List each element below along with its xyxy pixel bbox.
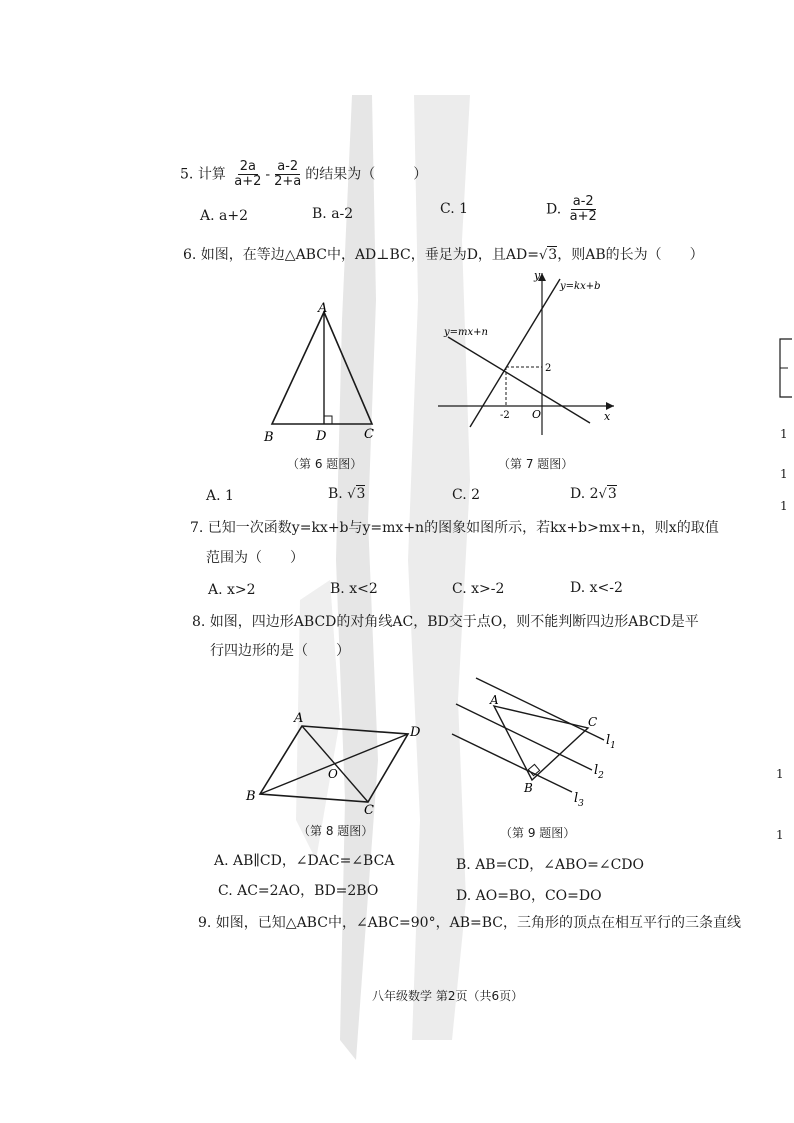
label-y-axis: y — [534, 269, 541, 282]
q6-option-b[interactable]: B. √3 — [328, 486, 366, 502]
label-D: D — [410, 725, 421, 740]
label-x-axis: x — [604, 410, 611, 423]
question-8-line-1: 8. 如图，四边形ABCD的对角线AC，BD交于点O，则不能判断四边形ABCD是平 — [192, 614, 699, 630]
option-fraction — [568, 195, 599, 224]
close-paren: ） — [413, 166, 428, 183]
q6-option-a[interactable]: A. 1 — [206, 488, 234, 504]
q8-option-a[interactable]: A. AB∥CD，∠DAC=∠BCA — [214, 853, 395, 869]
label-A: A — [318, 301, 328, 316]
question-prefix: 计算 — [197, 166, 226, 183]
margin-mark: 1 — [780, 499, 788, 513]
fraction-denominator: 2+a — [274, 174, 302, 189]
fraction-2 — [272, 160, 303, 189]
label-l1: $l_1$ — [606, 733, 616, 751]
label-C: C — [364, 427, 374, 442]
question-text: 6. 如图，在等边△ABC中，AD⊥BC，垂足为D，且AD= — [183, 247, 539, 263]
label-x-tick: -2 — [500, 410, 510, 421]
label-y-tick: 2 — [545, 363, 552, 374]
sqrt-value: 3 — [607, 486, 617, 502]
label-l3: $l_3$ — [574, 791, 584, 809]
label-A: A — [490, 693, 499, 707]
q5-option-a[interactable]: A. a+2 — [200, 208, 248, 224]
label-origin: O — [532, 408, 542, 421]
fraction-1 — [232, 160, 263, 189]
figure-9-caption: （第 9 题图） — [500, 826, 576, 840]
question-7-line-2: 范围为（ ） — [206, 550, 304, 566]
option-label: B. — [328, 486, 348, 502]
label-l2: $l_2$ — [594, 763, 604, 781]
label-B: B — [246, 789, 256, 804]
question-text-end: ，则AB的长为（ ） — [557, 247, 704, 263]
q5-option-d[interactable] — [546, 195, 601, 224]
margin-mark: 1 — [776, 767, 784, 781]
q6-option-c[interactable]: C. 2 — [452, 487, 481, 503]
margin-mark: 1 — [780, 467, 788, 481]
label-D: D — [316, 429, 327, 444]
option-label: D. — [546, 201, 562, 218]
label-C: C — [364, 803, 374, 818]
label-B: B — [524, 781, 533, 795]
q7-option-d[interactable]: D. x<-2 — [570, 580, 623, 596]
adjacent-page-bracket — [774, 335, 794, 405]
fraction-numerator: 2a — [239, 159, 256, 174]
q7-option-a[interactable]: A. x>2 — [208, 582, 256, 598]
q8-option-c[interactable]: C. AC=2AO，BD=2BO — [218, 883, 379, 899]
sqrt-value: 3 — [548, 247, 558, 263]
label-C: C — [588, 715, 598, 729]
label-O: O — [328, 767, 338, 781]
figure-7-caption: （第 7 题图） — [498, 457, 574, 471]
margin-mark: 1 — [780, 427, 788, 441]
q8-option-b[interactable]: B. AB=CD，∠ABO=∠CDO — [456, 857, 644, 873]
q5-option-c[interactable]: C. 1 — [440, 201, 469, 217]
fraction-numerator: a-2 — [572, 194, 594, 209]
question-number: 5. — [180, 166, 194, 183]
fraction-denominator: a+2 — [234, 174, 262, 189]
label-line-mx-n: y=mx+n — [444, 327, 488, 338]
margin-mark: 1 — [776, 828, 784, 842]
question-suffix: 的结果为（ — [305, 166, 376, 183]
page-footer: 八年级数学 第2页（共6页） — [372, 989, 524, 1003]
question-9-line-1: 9. 如图，已知△ABC中，∠ABC=90°，AB=BC，三角形的顶点在相互平行的三条直线 — [198, 915, 741, 931]
figure-9-parallel-lines — [446, 668, 636, 813]
figure-6-triangle — [258, 300, 418, 450]
q5-option-b[interactable]: B. a-2 — [312, 206, 354, 222]
figure-7-graph — [430, 265, 630, 445]
minus-sign: - — [265, 166, 271, 183]
option-label: D. 2 — [570, 486, 599, 502]
label-A: A — [294, 711, 304, 726]
figure-8-quadrilateral — [242, 706, 432, 826]
question-5 — [180, 160, 427, 189]
figure-6-caption: （第 6 题图） — [287, 457, 363, 471]
q7-option-b[interactable]: B. x<2 — [330, 581, 378, 597]
question-8-line-2: 行四边形的是（ ） — [210, 643, 350, 659]
question-7-line-1: 7. 已知一次函数y=kx+b与y=mx+n的图象如图所示，若kx+b>mx+n，则x的取值 — [190, 520, 719, 536]
fraction-denominator: a+2 — [569, 209, 597, 224]
label-B: B — [264, 430, 274, 445]
sqrt-value: 3 — [356, 486, 366, 502]
q8-option-d[interactable]: D. AO=BO，CO=DO — [456, 888, 602, 904]
label-line-kx-b: y=kx+b — [560, 281, 601, 292]
fraction-numerator: a-2 — [277, 159, 299, 174]
q7-option-c[interactable]: C. x>-2 — [452, 581, 505, 597]
q6-option-d[interactable]: D. 2√3 — [570, 486, 617, 502]
question-6: 6. 如图，在等边△ABC中，AD⊥BC，垂足为D，且AD=√3，则AB的长为（ ） — [183, 247, 704, 263]
figure-8-caption: （第 8 题图） — [298, 824, 374, 838]
